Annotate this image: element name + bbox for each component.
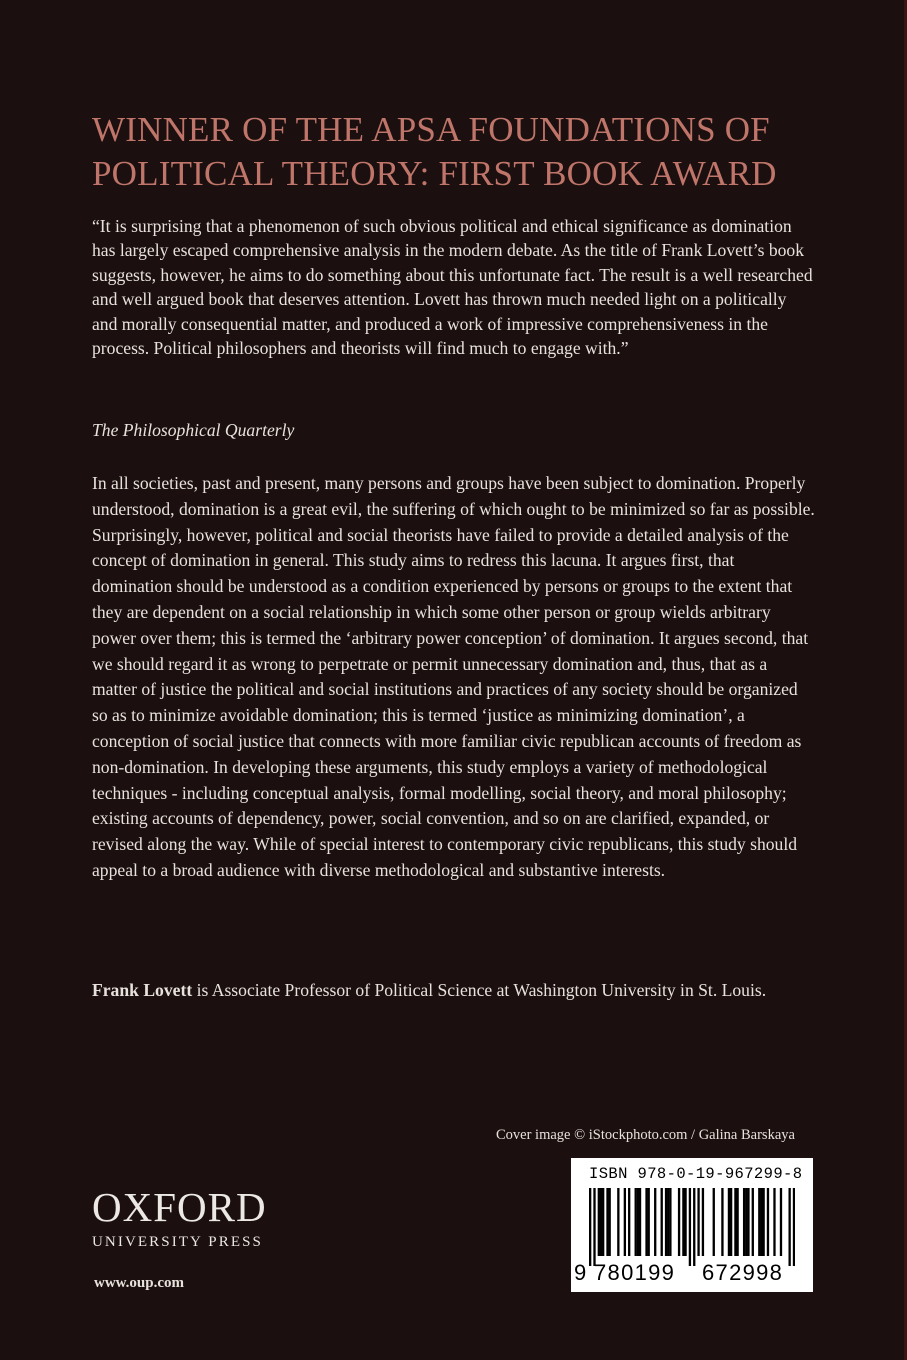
barcode-guard-bar (793, 1188, 795, 1266)
barcode-right-group: 672998 (702, 1260, 784, 1285)
barcode-left-group: 780199 (594, 1260, 676, 1285)
barcode-guard-bar (788, 1188, 790, 1266)
award-line-1: WINNER OF THE APSA FOUNDATIONS OF (92, 110, 770, 149)
barcode-guard-bar (593, 1188, 595, 1266)
barcode-bar (773, 1188, 775, 1256)
barcode-bar (669, 1188, 671, 1256)
barcode-bar (713, 1188, 715, 1256)
publisher-url: www.oup.com (94, 1275, 185, 1291)
barcode-guard-bar (693, 1188, 695, 1266)
review-quote: “It is surprising that a phenomenon of such obvious political and ethical significance as domination has largely escaped comprehensive analysis in the modern debate. As the title of Frank Lovett’s book suggests, however, he aims to do something about this unfortunate fact. The result is a well researched and well argued book that deserves attention. Lovett has thrown much needed light on a politically and morally consequential matter, and produced a work of impressive comprehensiveness in the process. Political philosophers and theorists will find much to engage with.” (92, 216, 813, 359)
author-bio-text: is Associate Professor of Political Science at Washington University in St. Louis. (192, 980, 767, 1000)
barcode-bar (635, 1188, 637, 1256)
barcode-bar (780, 1188, 782, 1256)
barcode-bar (734, 1188, 736, 1256)
barcode-bar (721, 1188, 723, 1256)
barcode-bar (702, 1188, 704, 1256)
barcode-guard-bar (589, 1188, 591, 1266)
barcode-bar (661, 1188, 663, 1256)
barcode-bar (609, 1188, 611, 1256)
barcode-bar (645, 1188, 647, 1256)
review-source: The Philosophical Quarterly (92, 420, 295, 440)
barcode-bar (600, 1188, 602, 1256)
award-line-2: POLITICAL THEORY: FIRST BOOK AWARD (92, 154, 777, 193)
barcode-bar (617, 1188, 619, 1256)
barcode-bar (743, 1188, 745, 1256)
barcode-bar (654, 1188, 656, 1256)
barcode-guard-bar (689, 1188, 691, 1266)
barcode-bar (728, 1188, 730, 1256)
publisher-name: OXFORD (92, 1184, 267, 1230)
barcode-bar (682, 1188, 684, 1256)
publisher-subtitle: UNIVERSITY PRESS (92, 1234, 263, 1250)
barcode-bar (767, 1188, 769, 1256)
book-description: In all societies, past and present, many persons and groups have been subject to domination. Properly understood, domination is a great evil, the suffering of which ought to be minimized so far as possible. Surprisingly, however, political and social theorists have failed to provide a detailed analysis of the concept of domination in general. This study aims to redress this lacuna. It argues first, that domination should be understood as a condition experienced by persons or groups to the extent that they are dependent on a social relationship in which some other person or group wields arbitrary power over them; this is termed the ‘arbitrary power conception’ of domination. It argues second, that we should regard it as wrong to perpetrate or permit unnecessary domination and, thus, that as a matter of justice the political and social institutions and practices of any society should be organized so as to minimize avoidable domination; this is termed ‘justice as minimizing domination’, a conception of social justice that connects with more familiar civic republican accounts of freedom as non-domination. In developing these arguments, this study employs a variety of methodological techniques - including conceptual analysis, formal modelling, social theory, and moral philosophy; existing accounts of dependency, power, social convention, and so on are clarified, expanded, or revised along the way. While of special interest to contemporary civic republicans, this study should appeal to a broad audience with diverse methodological and substantive interests. (92, 473, 815, 880)
barcode-bar (745, 1188, 747, 1256)
author-name: Frank Lovett (92, 980, 193, 1000)
barcode-bar (628, 1188, 630, 1256)
award-heading (92, 108, 832, 196)
barcode-bar (736, 1188, 738, 1256)
cover-image-credit: Cover image © iStockphoto.com / Galina Barskaya (496, 1127, 795, 1143)
barcode-bar (639, 1188, 641, 1256)
barcode-bar (678, 1188, 680, 1256)
barcode-bar (667, 1188, 669, 1256)
barcode-bar (624, 1188, 626, 1256)
barcode-bar (747, 1188, 749, 1256)
barcode-bar (684, 1188, 686, 1256)
barcode-bar (598, 1188, 600, 1256)
barcode-bar (760, 1188, 762, 1256)
barcode-bar (730, 1188, 732, 1256)
barcode-bar (758, 1188, 760, 1256)
barcode-bar (602, 1188, 604, 1256)
barcode-bar (665, 1188, 667, 1256)
oxford-logo (92, 1186, 300, 1252)
barcode-bar (697, 1188, 699, 1256)
barcode-bar (752, 1188, 754, 1256)
barcode-bar (606, 1188, 608, 1256)
isbn-barcode (571, 1158, 813, 1292)
barcode-bars (589, 1188, 795, 1266)
barcode-first-digit: 9 (574, 1260, 587, 1285)
barcode-bar (762, 1188, 764, 1256)
isbn-label: ISBN 978-0-19-967299-8 (589, 1165, 803, 1183)
barcode-bar (648, 1188, 650, 1256)
author-bio (92, 977, 772, 1003)
barcode-bar (637, 1188, 639, 1256)
